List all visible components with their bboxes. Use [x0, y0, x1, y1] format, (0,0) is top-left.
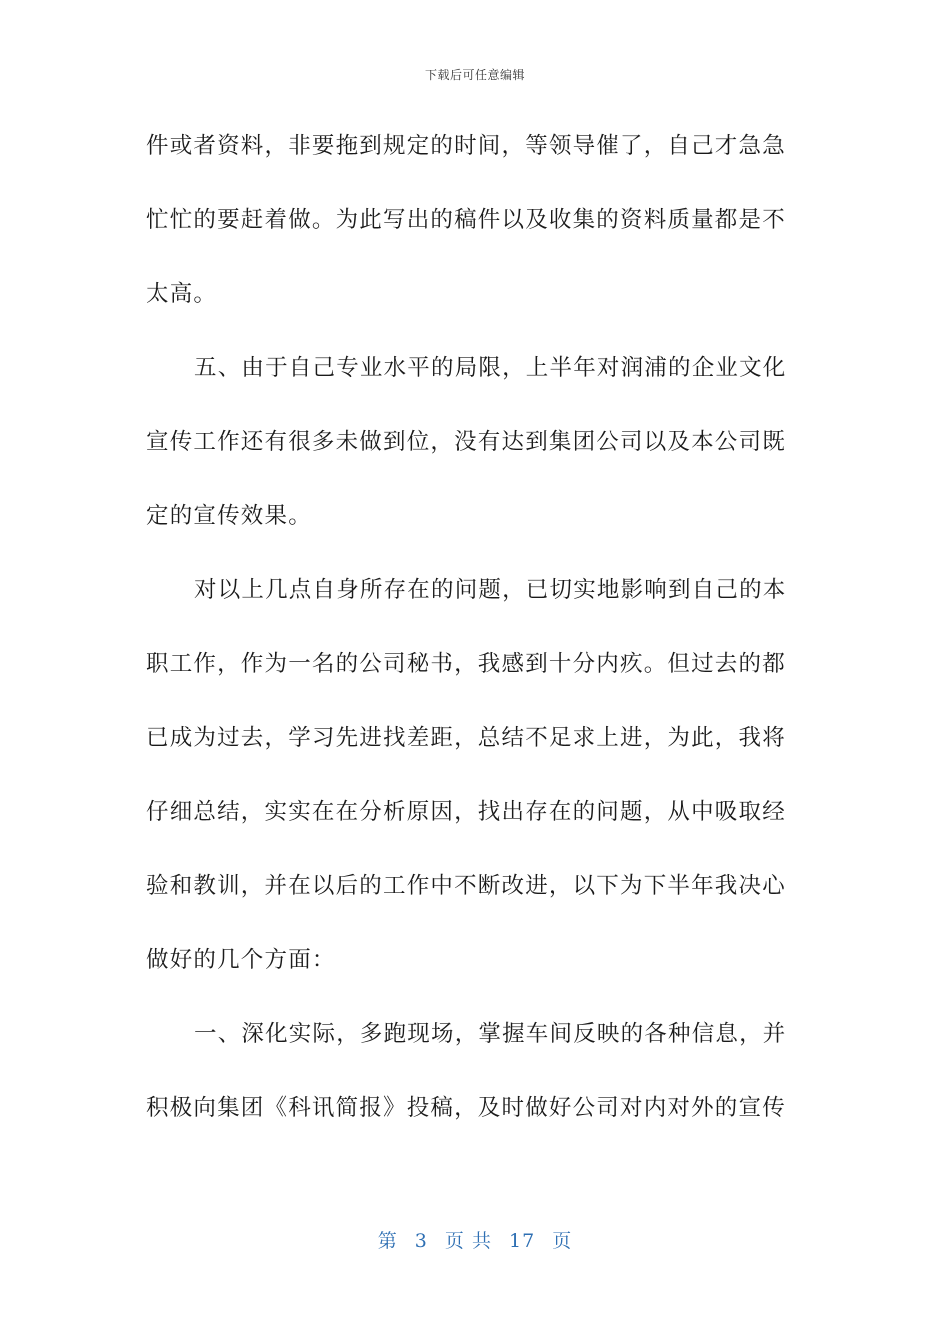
body-line: 一、深化实际，多跑现场，掌握车间反映的各种信息，并: [194, 1021, 787, 1047]
body-line: 定的宣传效果。: [146, 503, 312, 529]
body-line: 忙忙的要赶着做。为此写出的稿件以及收集的资料质量都是不: [146, 207, 786, 233]
document-body: [146, 118, 796, 1154]
body-line: 职工作，作为一名的公司秘书，我感到十分内疚。但过去的都: [146, 651, 786, 677]
body-line: 验和教训，并在以后的工作中不断改进，以下为下半年我决心: [146, 873, 786, 899]
body-line: 太高。: [146, 281, 218, 307]
body-line: 件或者资料，非要拖到规定的时间，等领导催了，自己才急急: [146, 133, 786, 159]
page-number-suffix: 页: [552, 1230, 573, 1252]
current-page-number: 3: [414, 1230, 428, 1252]
page-number-middle: 页 共: [444, 1230, 492, 1252]
body-line: 仔细总结，实实在在分析原因，找出存在的问题，从中吸取经: [146, 799, 786, 825]
body-line: 对以上几点自身所存在的问题，已切实地影响到自己的本: [194, 577, 787, 603]
page-number-prefix: 第: [377, 1230, 398, 1252]
total-page-count: 17: [509, 1230, 536, 1252]
body-line: 积极向集团《科讯简报》投稿，及时做好公司对内对外的宣传: [146, 1095, 786, 1121]
page-header: 下载后可任意编辑: [424, 68, 525, 82]
body-line: 做好的几个方面：: [146, 947, 336, 973]
body-line: 五、由于自己专业水平的局限，上半年对润浦的企业文化: [194, 355, 787, 381]
body-line: 已成为过去，学习先进找差距，总结不足求上进，为此，我将: [146, 725, 786, 751]
body-line: 宣传工作还有很多未做到位，没有达到集团公司以及本公司既: [146, 429, 786, 455]
page-footer: [0, 1226, 950, 1253]
